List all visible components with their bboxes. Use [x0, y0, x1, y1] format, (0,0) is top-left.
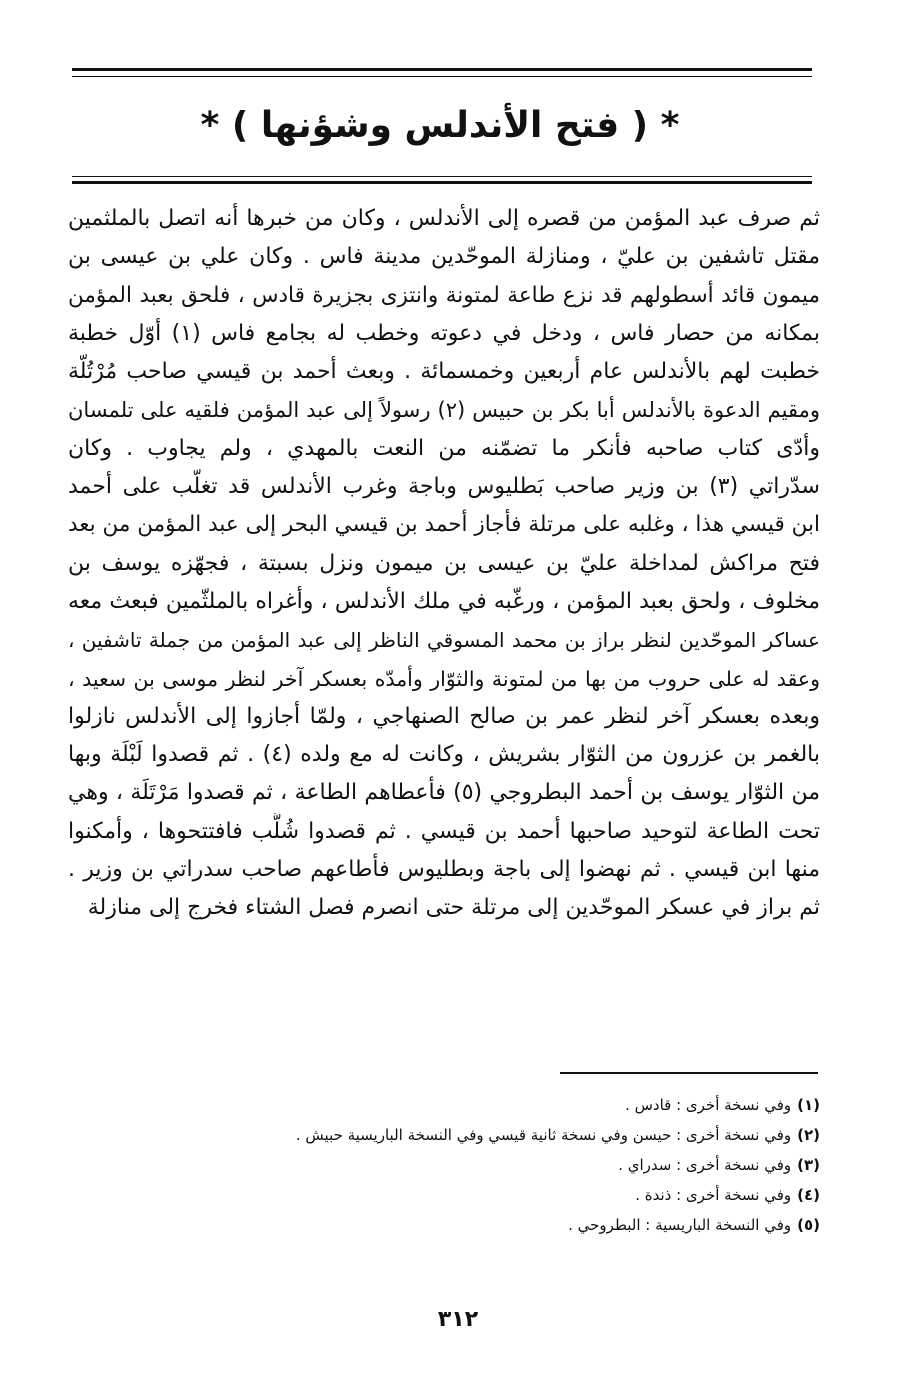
footnote-separator [560, 1072, 818, 1074]
footnote-number: (٥) [797, 1216, 820, 1234]
page-title: * ( فتح الأندلس وشؤنها ) * [200, 105, 680, 146]
footnote [120, 1150, 820, 1180]
footnote [120, 1120, 820, 1150]
footnote [120, 1210, 820, 1240]
footnote-text: وفي النسخة الباريسية : البطروحي . [568, 1216, 792, 1234]
footnote [120, 1180, 820, 1210]
footnote-number: (٣) [797, 1156, 820, 1174]
text-line: تحت الطاعة لتوحيد صاحبها أحمد بن قيسي . ثم قصدوا شُلُّب فافتتحوها ، وأمكنوا [68, 818, 820, 844]
footnote [120, 1090, 820, 1120]
footnote-number: (١) [797, 1096, 820, 1114]
text-line: ميمون قائد أسطولهم قد نزع طاعة لمتونة وانتزى بجزيرة قادس ، فلحق بعبد المؤمن [68, 282, 820, 308]
text-line: خطبت لهم بالأندلس عام أربعين وخمسمائة . وبعث أحمد بن قيسي صاحب مُرْتُلّة [68, 359, 820, 385]
text-line: وأدّى كتاب صاحبه فأنكر ما تضمّنه من النعت بالمهدي ، ولم يجاوب . وكان [68, 435, 820, 461]
footnotes [120, 1090, 820, 1240]
footnote-text: وفي نسخة أخرى : حيسن وفي نسخة ثانية قيسي وفي النسخة الباريسية حبيش . [295, 1126, 792, 1144]
text-line: مقتل تاشفين بن عليّ ، ومنازلة الموحّدين مدينة فاس . وكان علي بن عيسى بن [68, 244, 820, 270]
heading-rule [72, 181, 812, 184]
text-line: وعقد له على حروب من بها من لمتونة والثوّار وأمدّه بعسكر آخر لنظر موسى بن سعيد ، [68, 666, 820, 691]
heading-rule-thin [72, 176, 812, 177]
text-line: سدّراتي (٣) بن وزير صاحب بَطليوس وباجة وغرب الأندلس قد تغلّب على أحمد [68, 474, 820, 500]
footnote-text: وفي نسخة أخرى : سدراي . [618, 1156, 792, 1174]
text-line: ومقيم الدعوة بالأندلس أبا بكر بن حبيس (٢) رسولاً إلى عبد المؤمن فلقيه على تلمسان [68, 398, 820, 423]
footnote-text: وفي نسخة أخرى : قادس . [625, 1096, 792, 1114]
text-line: عساكر الموحّدين لنظر براز بن محمد المسوقي الناظر إلى عبد المؤمن من جملة تاشفين ، [68, 628, 820, 653]
footnote-number: (٢) [797, 1126, 820, 1144]
page-number: ٣١٢ [437, 1307, 479, 1332]
text-line: فتح مراكش لمداخلة عليّ بن عيسى بن ميمون ونزل بسبتة ، فجهّزه يوسف بن [68, 550, 820, 576]
top-rule [72, 68, 812, 71]
text-line: من الثوّار يوسف بن أحمد البطروجي (٥) فأعطاهم الطاعة ، ثم قصدوا مَرْتَلَة ، وهي [68, 780, 820, 806]
text-line: بمكانه من حصار فاس ، ودخل في دعوته وخطب له بجامع فاس (١) أوّل خطبة [68, 320, 820, 346]
text-line: مخلوف ، ولحق بعبد المؤمن ، ورغّبه في ملك الأندلس ، وأغراه بالملثّمين فبعث معه [68, 588, 820, 614]
text-line: ثم صرف عبد المؤمن من قصره إلى الأندلس ، وكان من خبرها أنه اتصل بالملثمين [68, 206, 820, 231]
footnote-text: وفي نسخة أخرى : ذندة . [635, 1186, 792, 1204]
top-rule-thin [72, 76, 812, 77]
footnote-number: (٤) [797, 1186, 820, 1204]
text-line: ثم براز في عسكر الموحّدين إلى مرتلة حتى انصرم فصل الشتاء فخرج إلى منازلة [87, 895, 820, 921]
text-line: منها ابن قيسي . ثم نهضوا إلى باجة وبطليوس فأطاعهم صاحب سدراتي بن وزير . [68, 857, 820, 883]
text-line: ابن قيسي هذا ، وغلبه على مرتلة فأجاز أحمد بن قيسي البحر إلى عبد المؤمن من بعد [68, 512, 820, 538]
text-line: بالغمر بن عزرون من الثوّار بشريش ، وكانت له مع ولده (٤) . ثم قصدوا لَبْلَة وبها [68, 742, 820, 768]
body-text [68, 200, 820, 928]
text-line: وبعده بعسكر آخر لنظر عمر بن صالح الصنهاجي ، ولمّا أجازوا إلى الأندلس نازلوا [68, 703, 820, 729]
